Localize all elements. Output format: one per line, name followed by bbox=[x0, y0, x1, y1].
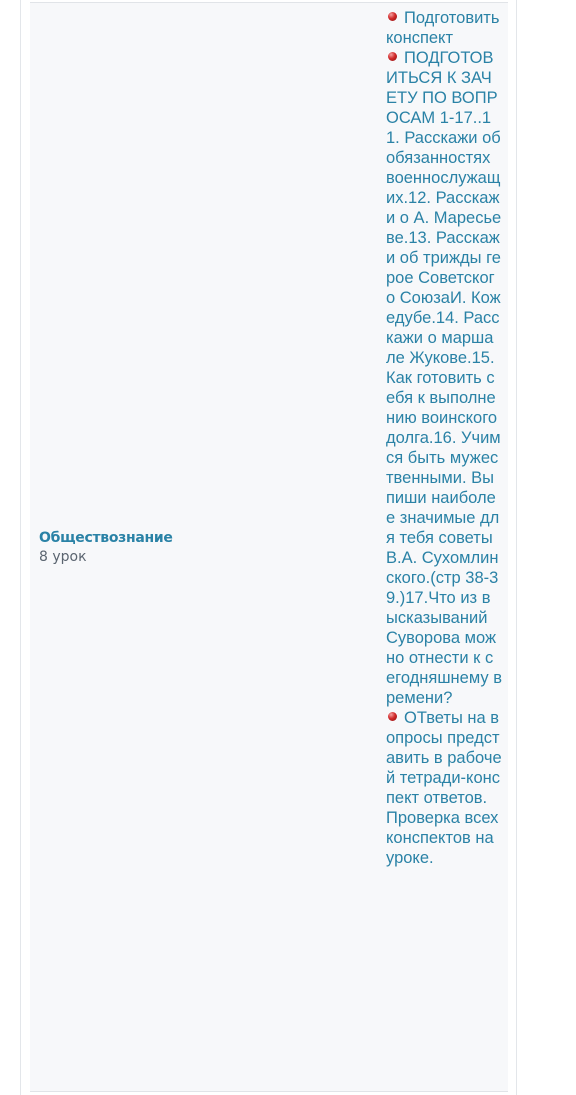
homework-item bbox=[386, 708, 502, 868]
subject-name[interactable]: Обществознание bbox=[39, 530, 173, 546]
homework-item-text: ОТветы на вопросы представить в рабочей тетради-конспект ответов. Проверка всех конспектов на уроке. bbox=[386, 709, 502, 867]
red-dot-bullet-icon bbox=[388, 12, 397, 21]
red-dot-bullet-icon bbox=[388, 52, 397, 61]
homework-cell bbox=[386, 8, 502, 868]
lesson-number: 8 урок bbox=[39, 549, 87, 565]
subject-cell bbox=[39, 529, 339, 567]
homework-item bbox=[386, 48, 502, 708]
homework-list bbox=[386, 8, 502, 868]
lesson-row bbox=[30, 2, 508, 1092]
homework-item-text: ПОДГОТОВИТЬСЯ К ЗАЧЕТУ ПО ВОПРОСАМ 1-17..11. Расскажи об обязанностях военнослужащих.12. Расскажи о А. Маресьеве.13. Расскажи об трижды герое Советского СоюзаИ. Кожедубе.14. Расскажи о маршале Жукове.15. Как готовить себя к выполнению воинского долга.16. Учимся быть мужественными. Выпиши наиболее значимые для тебя советы В.А. Сухомлинского.(стр 38-39.)17.Что из высказываний Суворова можно отнести к сегодняшнему времени? bbox=[386, 49, 502, 707]
red-dot-bullet-icon bbox=[388, 712, 397, 721]
homework-item bbox=[386, 8, 502, 48]
homework-item-text: Подготовить конспект bbox=[386, 9, 500, 47]
